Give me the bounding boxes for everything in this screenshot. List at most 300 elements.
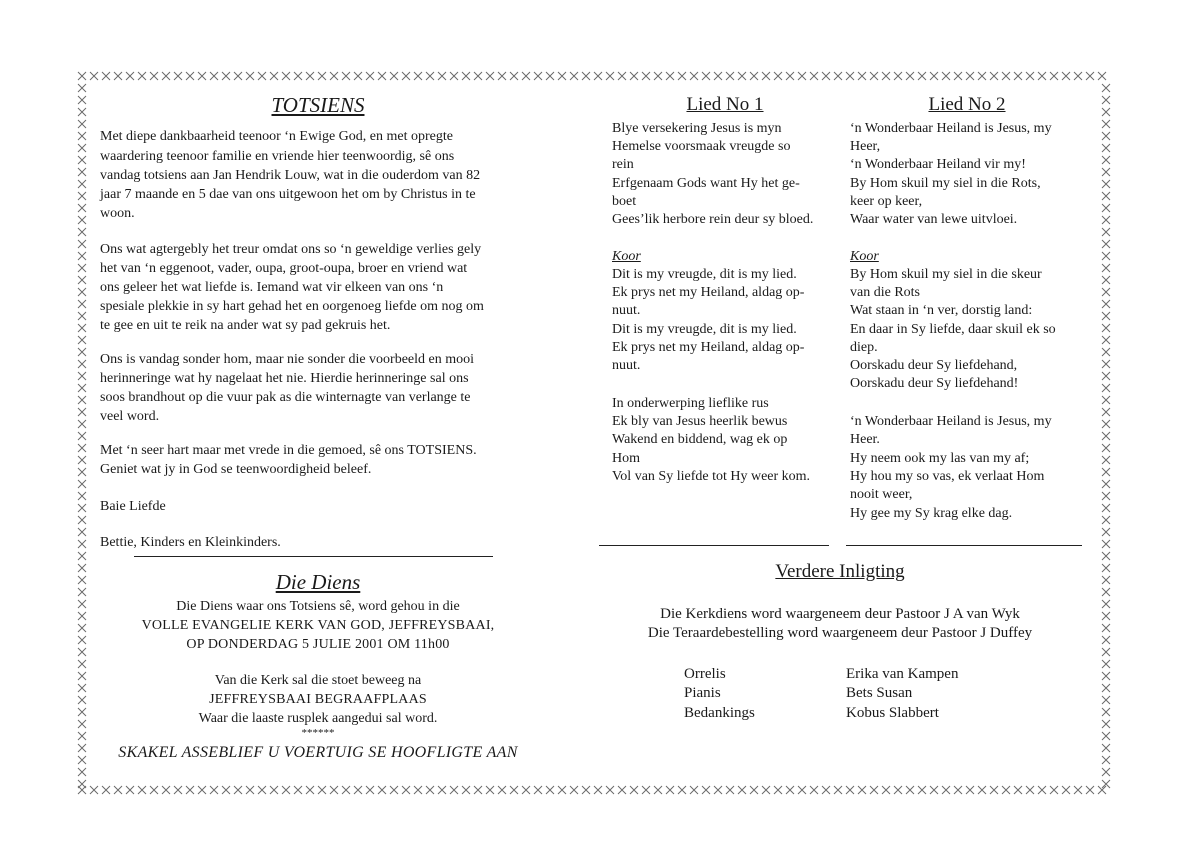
stars-separator: ******: [301, 727, 335, 739]
border-stitch: [78, 624, 86, 632]
headlights-notice: SKAKEL ASSEBLIEF U VOERTUIG SE HOOFLIGTE AAN: [118, 744, 518, 761]
border-stitch: [78, 372, 86, 380]
border-stitch: [414, 72, 422, 80]
divider-line: [599, 545, 829, 546]
border-stitch: [402, 72, 410, 80]
border-stitch: [1062, 786, 1070, 794]
message-line: spesiale plekkie in sy hart gehad het en oorgenoeg liefde om nog om: [100, 299, 484, 314]
border-stitch: [1086, 786, 1094, 794]
border-stitch: [954, 786, 962, 794]
border-stitch: [78, 576, 86, 584]
border-stitch: [78, 660, 86, 668]
border-stitch: [78, 276, 86, 284]
border-stitch: [222, 72, 230, 80]
border-stitch: [522, 72, 530, 80]
border-stitch: [78, 288, 86, 296]
message-line: Met ‘n seer hart maar met vrede in die gemoed, sê ons TOTSIENS.: [100, 443, 477, 458]
border-stitch: [930, 786, 938, 794]
border-stitch: [78, 516, 86, 524]
border-stitch: [78, 768, 86, 776]
border-stitch: [246, 72, 254, 80]
border-stitch: [858, 72, 866, 80]
border-stitch: [1102, 708, 1110, 716]
border-stitch: [1102, 336, 1110, 344]
border-stitch: [546, 786, 554, 794]
border-stitch: [1102, 300, 1110, 308]
border-stitch: [198, 72, 206, 80]
border-stitch: [1102, 132, 1110, 140]
lyric-line: Dit is my vreugde, dit is my lied.: [612, 267, 797, 282]
lyric-line: En daar in Sy liefde, daar skuil ek so: [850, 322, 1056, 337]
border-stitch: [618, 786, 626, 794]
border-stitch: [114, 786, 122, 794]
border-stitch: [1102, 420, 1110, 428]
border-stitch: [810, 786, 818, 794]
border-stitch: [1102, 516, 1110, 524]
koor-label: Koor: [612, 249, 641, 264]
lyric-line: Hom: [612, 451, 640, 466]
border-stitch: [522, 786, 530, 794]
border-stitch: [330, 786, 338, 794]
koor-label: Koor: [850, 249, 879, 264]
lyric-line: Wat staan in ‘n ver, dorstig land:: [850, 303, 1033, 318]
border-stitch: [1102, 504, 1110, 512]
border-stitch: [1086, 72, 1094, 80]
border-stitch: [78, 120, 86, 128]
border-stitch: [942, 786, 950, 794]
border-stitch: [78, 708, 86, 716]
border-stitch: [582, 72, 590, 80]
lyric-line: Vol van Sy liefde tot Hy weer kom.: [612, 469, 811, 484]
border-stitch: [78, 456, 86, 464]
totsiens-heading: TOTSIENS: [271, 93, 365, 117]
border-stitch: [354, 786, 362, 794]
lyric-line: Ek bly van Jesus heerlik bewus: [612, 414, 788, 429]
border-stitch: [1102, 312, 1110, 320]
border-stitch: [306, 786, 314, 794]
border-stitch: [306, 72, 314, 80]
border-stitch: [78, 480, 86, 488]
border-stitch: [378, 786, 386, 794]
lyric-line: nooit weer,: [850, 487, 913, 502]
border-stitch: [846, 786, 854, 794]
border-stitch: [162, 72, 170, 80]
border-stitch: [342, 72, 350, 80]
border-stitch: [558, 72, 566, 80]
message-line: woon.: [100, 206, 135, 221]
role-person: Erika van Kampen: [846, 666, 959, 682]
lyric-line: diep.: [850, 340, 878, 355]
lyric-line: Gees’lik herbore rein deur sy bloed.: [612, 212, 814, 227]
border-stitch: [1102, 540, 1110, 548]
lyric-line: Ek prys net my Heiland, aldag op-: [612, 285, 805, 300]
border-stitch: [78, 684, 86, 692]
service-line: Die Diens waar ons Totsiens sê, word gehou in die: [176, 599, 460, 614]
border-stitch: [174, 786, 182, 794]
border-stitch: [1102, 348, 1110, 356]
lyric-line: Oorskadu deur Sy liefdehand!: [850, 376, 1019, 391]
border-stitch: [78, 228, 86, 236]
message-line: Ons is vandag sonder hom, maar nie sonder die voorbeeld en mooi: [100, 352, 475, 367]
border-stitch: [78, 408, 86, 416]
border-stitch: [1102, 732, 1110, 740]
border-stitch: [78, 72, 86, 80]
message-line: vandag totsiens aan Jan Hendrik Louw, wat in die ouderdom van 82: [100, 168, 481, 183]
border-stitch: [78, 312, 86, 320]
border-stitch: [78, 696, 86, 704]
border-stitch: [942, 72, 950, 80]
role-person: Kobus Slabbert: [846, 705, 939, 721]
lyric-line: Waar water van lewe uitvloei.: [850, 212, 1018, 227]
border-stitch: [294, 786, 302, 794]
border-stitch: [474, 72, 482, 80]
message-line: Geniet wat jy in God se teenwoordigheid beleef.: [100, 462, 372, 477]
border-stitch: [750, 72, 758, 80]
border-stitch: [702, 786, 710, 794]
border-stitch: [138, 72, 146, 80]
border-stitch: [1102, 552, 1110, 560]
border-stitch: [258, 786, 266, 794]
verdere-inligting-heading: Verdere Inligting: [775, 561, 905, 582]
border-stitch: [594, 72, 602, 80]
border-stitch: [726, 786, 734, 794]
lyric-line: By Hom skuil my siel in die Rots,: [850, 176, 1041, 191]
lyric-line: Erfgenaam Gods want Hy het ge-: [612, 176, 800, 191]
border-stitch: [1102, 120, 1110, 128]
border-stitch: [738, 786, 746, 794]
border-stitch: [1102, 456, 1110, 464]
border-stitch: [1102, 252, 1110, 260]
border-stitch: [666, 786, 674, 794]
border-stitch: [1102, 108, 1110, 116]
border-stitch: [534, 72, 542, 80]
border-stitch: [870, 72, 878, 80]
border-stitch: [510, 786, 518, 794]
border-stitch: [366, 786, 374, 794]
border-stitch: [1102, 612, 1110, 620]
border-stitch: [1102, 168, 1110, 176]
border-stitch: [234, 786, 242, 794]
border-stitch: [1038, 786, 1046, 794]
role-label: Bedankings: [684, 705, 755, 721]
border-stitch: [690, 72, 698, 80]
border-stitch: [78, 672, 86, 680]
border-stitch: [714, 786, 722, 794]
border-stitch: [354, 72, 362, 80]
border-stitch: [1102, 360, 1110, 368]
border-stitch: [78, 180, 86, 188]
border-stitch: [438, 72, 446, 80]
border-stitch: [582, 786, 590, 794]
lyric-line: ‘n Wonderbaar Heiland is Jesus, my: [850, 414, 1052, 429]
border-stitch: [378, 72, 386, 80]
border-stitch: [78, 444, 86, 452]
border-stitch: [1062, 72, 1070, 80]
border-stitch: [810, 72, 818, 80]
border-stitch: [1102, 588, 1110, 596]
border-stitch: [498, 72, 506, 80]
border-stitch: [78, 432, 86, 440]
message-line: Met diepe dankbaarheid teenoor ‘n Ewige God, en met opregte: [100, 129, 453, 144]
border-stitch: [726, 72, 734, 80]
border-stitch: [78, 384, 86, 392]
border-stitch: [78, 492, 86, 500]
border-stitch: [78, 336, 86, 344]
border-stitch: [1102, 768, 1110, 776]
border-stitch: [1050, 72, 1058, 80]
border-stitch: [1102, 780, 1110, 788]
border-stitch: [270, 72, 278, 80]
border-stitch: [666, 72, 674, 80]
border-stitch: [78, 156, 86, 164]
border-stitch: [210, 72, 218, 80]
border-stitch: [90, 786, 98, 794]
border-stitch: [342, 786, 350, 794]
border-stitch: [978, 72, 986, 80]
border-stitch: [1026, 72, 1034, 80]
border-stitch: [1102, 648, 1110, 656]
border-stitch: [78, 612, 86, 620]
border-stitch: [78, 732, 86, 740]
border-stitch: [570, 786, 578, 794]
border-stitch: [1002, 72, 1010, 80]
border-stitch: [246, 786, 254, 794]
border-stitch: [78, 324, 86, 332]
border-stitch: [1050, 786, 1058, 794]
border-stitch: [774, 786, 782, 794]
message-line: veel word.: [100, 409, 160, 424]
border-stitch: [78, 84, 86, 92]
border-stitch: [966, 786, 974, 794]
border-stitch: [1102, 396, 1110, 404]
closing-text: Baie Liefde: [100, 499, 166, 514]
border-stitch: [834, 786, 842, 794]
message-line: ons geleer het wat liefde is. Iemand wat vir elkeen van ons ‘n: [100, 280, 444, 295]
message-line: jaar 7 maande en 5 dae van ons uitgewoon het om by Christus in te: [100, 187, 476, 202]
border-stitch: [774, 72, 782, 80]
border-stitch: [1102, 228, 1110, 236]
border-stitch: [1102, 480, 1110, 488]
border-stitch: [474, 786, 482, 794]
border-stitch: [594, 786, 602, 794]
procession-line: JEFFREYSBAAI BEGRAAFPLAAS: [209, 692, 427, 707]
border-stitch: [1102, 204, 1110, 212]
border-stitch: [90, 72, 98, 80]
border-stitch: [78, 348, 86, 356]
lyric-line: ‘n Wonderbaar Heiland is Jesus, my: [850, 121, 1052, 136]
border-stitch: [678, 786, 686, 794]
die-diens-heading: Die Diens: [275, 570, 361, 594]
border-stitch: [570, 72, 578, 80]
border-stitch: [1102, 288, 1110, 296]
border-stitch: [1102, 636, 1110, 644]
border-stitch: [78, 216, 86, 224]
border-stitch: [282, 786, 290, 794]
lyric-line: keer op keer,: [850, 194, 923, 209]
border-stitch: [1102, 192, 1110, 200]
service-line: VOLLE EVANGELIE KERK VAN GOD, JEFFREYSBAAI,: [141, 618, 495, 633]
border-stitch: [186, 786, 194, 794]
border-stitch: [1102, 576, 1110, 584]
border-stitch: [462, 786, 470, 794]
border-stitch: [294, 72, 302, 80]
border-stitch: [1102, 444, 1110, 452]
border-stitch: [78, 720, 86, 728]
border-stitch: [150, 786, 158, 794]
border-stitch: [258, 72, 266, 80]
border-stitch: [954, 72, 962, 80]
lyric-line: Hy hou my so vas, ek verlaat Hom: [850, 469, 1045, 484]
border-stitch: [1102, 372, 1110, 380]
signature-text: Bettie, Kinders en Kleinkinders.: [100, 535, 281, 550]
border-stitch: [714, 72, 722, 80]
border-stitch: [990, 72, 998, 80]
border-stitch: [78, 144, 86, 152]
border-stitch: [150, 72, 158, 80]
border-stitch: [78, 648, 86, 656]
border-stitch: [78, 300, 86, 308]
message-line: soos brandhout op die vuur pak as die winternagte van verlange te: [100, 390, 471, 405]
border-stitch: [1102, 528, 1110, 536]
border-stitch: [318, 72, 326, 80]
border-stitch: [318, 786, 326, 794]
border-stitch: [738, 72, 746, 80]
lyric-line: Blye versekering Jesus is myn: [612, 121, 782, 136]
border-stitch: [1014, 72, 1022, 80]
border-stitch: [1098, 786, 1106, 794]
border-stitch: [1002, 786, 1010, 794]
border-stitch: [906, 72, 914, 80]
border-stitch: [486, 786, 494, 794]
border-stitch: [210, 786, 218, 794]
lyric-line: By Hom skuil my siel in die skeur: [850, 267, 1042, 282]
border-stitch: [906, 786, 914, 794]
lyric-line: boet: [612, 194, 637, 209]
border-stitch: [870, 786, 878, 794]
border-stitch: [402, 786, 410, 794]
border-stitch: [1102, 684, 1110, 692]
border-stitch: [606, 72, 614, 80]
border-stitch: [894, 786, 902, 794]
border-stitch: [78, 552, 86, 560]
border-stitch: [78, 528, 86, 536]
divider-line: [134, 556, 493, 557]
border-stitch: [78, 588, 86, 596]
border-stitch: [786, 72, 794, 80]
border-stitch: [762, 786, 770, 794]
border-stitch: [270, 786, 278, 794]
border-stitch: [450, 786, 458, 794]
lyric-line: Ek prys net my Heiland, aldag op-: [612, 340, 805, 355]
service-line: OP DONDERDAG 5 JULIE 2001 OM 11h00: [186, 637, 450, 652]
border-stitch: [366, 72, 374, 80]
lyric-line: Heer,: [850, 139, 881, 154]
border-stitch: [186, 72, 194, 80]
border-stitch: [858, 786, 866, 794]
border-stitch: [162, 786, 170, 794]
border-stitch: [822, 72, 830, 80]
border-stitch: [510, 72, 518, 80]
border-stitch: [78, 192, 86, 200]
lyric-line: Hy neem ook my las van my af;: [850, 451, 1030, 466]
border-stitch: [1102, 600, 1110, 608]
border-stitch: [462, 72, 470, 80]
lyric-line: rein: [612, 157, 634, 172]
border-stitch: [930, 72, 938, 80]
border-stitch: [1102, 216, 1110, 224]
border-stitch: [1102, 156, 1110, 164]
border-stitch: [78, 540, 86, 548]
border-stitch: [1102, 96, 1110, 104]
info-line: Die Kerkdiens word waargeneem deur Pastoor J A van Wyk: [660, 606, 1020, 622]
border-stitch: [78, 756, 86, 764]
divider-line: [846, 545, 1082, 546]
border-stitch: [750, 786, 758, 794]
border-stitch: [1102, 756, 1110, 764]
border-stitch: [390, 786, 398, 794]
border-stitch: [78, 636, 86, 644]
border-stitch: [798, 72, 806, 80]
message-line: Ons wat agtergebly het treur omdat ons so ‘n geweldige verlies gely: [100, 242, 482, 257]
lied-2-title: Lied No 2: [928, 94, 1006, 115]
border-stitch: [786, 786, 794, 794]
border-stitch: [1102, 144, 1110, 152]
border-stitch: [102, 786, 110, 794]
border-stitch: [630, 72, 638, 80]
border-stitch: [198, 786, 206, 794]
role-person: Bets Susan: [846, 685, 913, 701]
border-stitch: [498, 786, 506, 794]
border-stitch: [78, 132, 86, 140]
border-stitch: [78, 240, 86, 248]
border-stitch: [1074, 786, 1082, 794]
border-stitch: [1102, 660, 1110, 668]
border-stitch: [690, 786, 698, 794]
border-stitch: [78, 564, 86, 572]
border-stitch: [102, 72, 110, 80]
border-stitch: [414, 786, 422, 794]
border-stitch: [606, 786, 614, 794]
border-stitch: [978, 786, 986, 794]
lyric-line: van die Rots: [850, 285, 920, 300]
lyric-line: In onderwerping lieflike rus: [612, 396, 769, 411]
border-stitch: [1102, 672, 1110, 680]
border-stitch: [78, 204, 86, 212]
border-stitch: [1014, 786, 1022, 794]
border-stitch: [882, 72, 890, 80]
border-stitch: [918, 72, 926, 80]
border-stitch: [330, 72, 338, 80]
lied-1-title: Lied No 1: [686, 94, 764, 115]
border-stitch: [642, 72, 650, 80]
border-stitch: [222, 786, 230, 794]
border-stitch: [654, 72, 662, 80]
border-stitch: [1102, 84, 1110, 92]
border-stitch: [1102, 492, 1110, 500]
role-label: Orrelis: [684, 666, 726, 682]
border-stitch: [78, 744, 86, 752]
lyric-line: nuut.: [612, 358, 641, 373]
border-stitch: [486, 72, 494, 80]
border-stitch: [78, 360, 86, 368]
border-stitch: [558, 786, 566, 794]
info-line: Die Teraardebestelling word waargeneem deur Pastoor J Duffey: [647, 625, 1033, 641]
border-stitch: [78, 780, 86, 788]
border-stitch: [78, 252, 86, 260]
lyric-line: Hy gee my Sy krag elke dag.: [850, 506, 1013, 521]
border-stitch: [1102, 744, 1110, 752]
border-stitch: [1102, 564, 1110, 572]
